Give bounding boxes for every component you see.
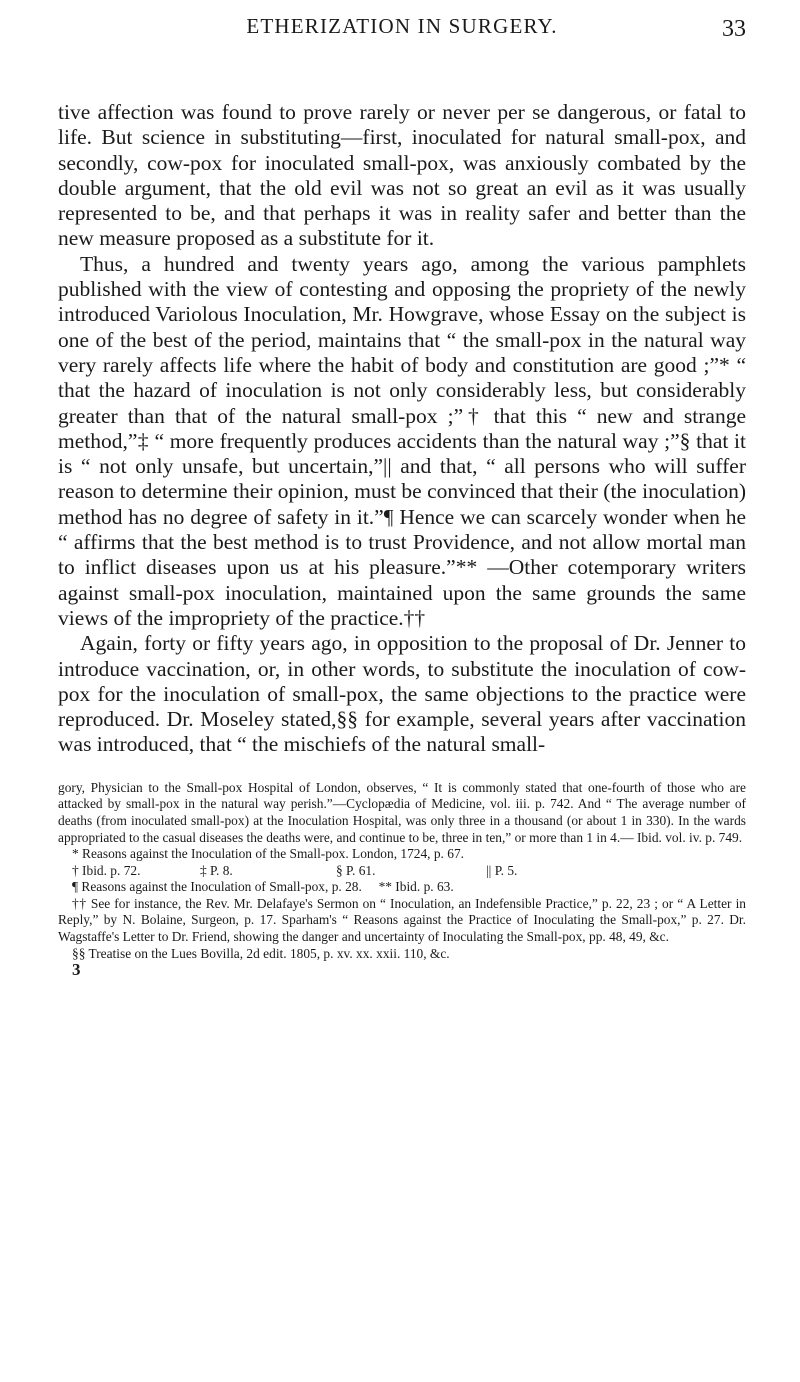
footnote-double-dagger: ‡ P. 8. — [200, 862, 233, 878]
running-head — [58, 0, 746, 60]
footnotes — [58, 780, 746, 979]
footnote-carryover: gory, Physician to the Small-pox Hospital of London, observes, “ It is commonly stated that one-fourth of those who are attacked by small-pox in the natural way perish.”—Cyclopædia of Medicine, vol. iii. p. 742. And “ The average number of deaths (from inoculated small-pox) at the Inoculation Hospital, was only three in a thousand (or about 1 in 330). In the wards appropriated to the casual diseases the deaths were, and continue to be, three in ten,” or more than 1 in 4.— Ibid. vol. iv. p. 749. — [58, 779, 746, 845]
footnote-double-section: §§ Treatise on the Lues Bovilla, 2d edit. 1805, p. xv. xx. xxii. 110, &c. — [72, 945, 450, 961]
footnote-pilcrow: ¶ Reasons against the Inoculation of Small-pox, p. 28. ** Ibid. p. 63. — [72, 879, 454, 895]
footnote-double-dagger-2: †† See for instance, the Rev. Mr. Delafaye's Sermon on “ Inoculation, an Indefensible Practice,” p. 22, 23 ; or “ A Letter in Reply,” by N. Bolaine, Surgeon, p. 17. Sparham's “ Reasons against the Practice of Inoculating the Small-pox,” p. 27. Dr. Wagstaffe's Letter to Dr. Friend, showing the danger and uncertainty of Inoculating the Small-pox, pp. 48, 49, &c. — [58, 895, 746, 945]
paragraph-3: Again, forty or fifty years ago, in opposition to the proposal of Dr. Jenner to introduce vaccination, or, in other words, to substitute the inoculation of cow-pox for the inoculation of small-pox, the same objections to the practice were reproduced. Dr. Moseley stated,§§ for example, several years after vaccination was introduced, that “ the mischiefs of the natural small- — [58, 631, 746, 757]
page-number: 33 — [722, 16, 746, 42]
footnote-parallel: || P. 5. — [486, 862, 518, 878]
footnote-refs — [58, 863, 746, 880]
book-page — [58, 0, 746, 1382]
paragraph-1: tive affection was found to prove rarely or never per se dangerous, or fatal to life. But science in substituting—first, inoculated for natural small-pox, and secondly, cow-pox for inoculated small-pox, was anxiously combated by the double argument, that the old evil was not so great an evil as it was usually represented to be, and that perhaps it was in reality safer and better than the new measure proposed as a substitute for it. — [58, 100, 746, 251]
footnote-section: § P. 61. — [336, 862, 376, 878]
main-text — [58, 100, 746, 758]
running-title: ETHERIZATION IN SURGERY. — [246, 14, 558, 38]
paragraph-2: Thus, a hundred and twenty years ago, among the various pamphlets published with the view of contesting and opposing the propriety of the newly introduced Variolous Inoculation, Mr. Howgrave, whose Essay on the subject is one of the best of the period, maintains that “ the small-pox in the natural way very rarely affects life where the habit of body and constitution are good ;”* “ that the hazard of inoculation is not only considerably less, but considerably greater than that of the natural small-pox ;”† that this “ new and strange method,”‡ “ more frequently produces accidents than the natural way ;”§ that it is “ not only unsafe, but uncertain,”|| and that, “ all persons who will suffer reason to determine their opinion, must be convinced that their (the inoculation) method has no degree of safety in it.”¶ Hence we can scarcely wonder when he “ affirms that the best method is to trust Providence, and not allow mortal man to inflict diseases upon us at his pleasure.”** —Other cotemporary writers against small-pox inoculation, maintained upon the same grounds the same views of the impropriety of the practice.†† — [58, 251, 746, 630]
footnote-dagger: † Ibid. p. 72. — [72, 862, 141, 878]
footnote-star: * Reasons against the Inoculation of the Small-pox. London, 1724, p. 67. — [72, 846, 464, 862]
signature-mark: 3 — [72, 960, 81, 980]
